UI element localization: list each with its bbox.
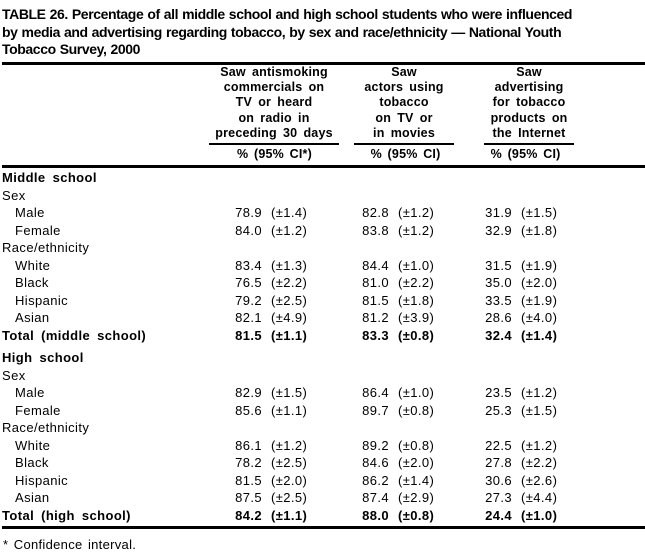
percent-value: 84.4 xyxy=(362,257,390,273)
percent-value: 79.2 xyxy=(235,292,262,308)
column-group-header xyxy=(342,65,469,167)
confidence-interval-value: (±1.1) xyxy=(262,505,342,527)
row-label: Black xyxy=(15,455,49,471)
header-line: on TV or xyxy=(375,110,433,125)
row-filler xyxy=(582,255,645,273)
table-row xyxy=(2,166,645,185)
table-row xyxy=(2,418,645,436)
header-line: on radio in xyxy=(238,110,310,125)
row-label: Female xyxy=(15,402,61,418)
table-row xyxy=(2,308,645,326)
confidence-interval-value: (±1.4) xyxy=(521,327,558,343)
row-filler xyxy=(582,505,645,527)
row-label: Middle school xyxy=(2,170,97,186)
table-row xyxy=(2,203,645,221)
percent-value: 84.0 xyxy=(235,222,262,238)
confidence-interval-value: (±1.2) xyxy=(271,437,308,453)
row-filler xyxy=(582,325,645,343)
confidence-interval-value: (±2.9) xyxy=(398,490,435,506)
row-label: Hispanic xyxy=(15,292,69,308)
percent-value: 24.4 xyxy=(469,505,512,527)
confidence-interval-value: (±1.2) xyxy=(398,205,435,221)
confidence-interval-value: (±2.5) xyxy=(271,455,308,471)
confidence-interval-value: (±4.9) xyxy=(271,310,308,326)
table-row xyxy=(2,238,645,256)
row-filler xyxy=(582,273,645,291)
confidence-interval-value: (±4.4) xyxy=(521,490,558,506)
confidence-interval-value: (±0.8) xyxy=(398,327,435,343)
percent-value: 82.8 xyxy=(362,205,390,221)
row-label: White xyxy=(15,437,51,453)
confidence-interval-value: (±1.1) xyxy=(271,327,308,343)
confidence-interval-value: (±2.0) xyxy=(521,275,558,291)
table-row xyxy=(2,435,645,453)
row-label: Male xyxy=(15,205,45,221)
table-row xyxy=(2,343,645,366)
table-row xyxy=(2,488,645,506)
confidence-interval-value: (±2.2) xyxy=(271,275,308,291)
column-header-text xyxy=(209,65,339,145)
header-line: the Internet xyxy=(492,126,566,141)
row-label: Female xyxy=(15,222,61,238)
percent-value: 89.7 xyxy=(362,402,390,418)
table-row xyxy=(2,470,645,488)
confidence-interval-value: (±1.8) xyxy=(521,222,558,238)
table-row xyxy=(2,505,645,527)
column-subheader: % (95% CI) xyxy=(490,146,561,161)
row-label: Race/ethnicity xyxy=(2,420,90,436)
row-label: Total (high school) xyxy=(2,505,207,527)
percent-value: 89.2 xyxy=(362,437,390,453)
table-row xyxy=(2,185,645,203)
percent-value: 32.9 xyxy=(485,222,513,238)
table-body xyxy=(2,166,645,527)
confidence-interval-value: (±1.5) xyxy=(271,385,308,401)
percent-value: 86.1 xyxy=(235,437,262,453)
row-label: Male xyxy=(15,385,45,401)
header-line: TV or heard xyxy=(235,95,313,110)
confidence-interval-value: (±0.8) xyxy=(389,505,469,527)
header-line: Saw xyxy=(516,64,542,79)
row-filler xyxy=(582,203,645,221)
percent-value: 86.2 xyxy=(362,472,390,488)
confidence-interval-value: (±1.2) xyxy=(521,437,558,453)
confidence-interval-value: (±1.4) xyxy=(271,205,308,221)
table-title-line: TABLE 26. Percentage of all middle school and high school students who were influenced xyxy=(2,6,573,22)
table-row xyxy=(2,273,645,291)
confidence-interval-value: (±1.2) xyxy=(271,222,308,238)
row-empty xyxy=(207,185,645,203)
table-row xyxy=(2,220,645,238)
row-empty xyxy=(207,166,645,185)
header-line: Saw xyxy=(391,64,417,79)
confidence-interval-value: (±2.5) xyxy=(271,292,308,308)
percent-value: 81.5 xyxy=(235,472,262,488)
row-empty xyxy=(207,343,645,366)
confidence-interval-value: (±1.2) xyxy=(521,385,558,401)
header-line: products on xyxy=(490,110,568,125)
row-filler xyxy=(582,453,645,471)
percent-value: 82.9 xyxy=(235,385,262,401)
percent-value: 83.4 xyxy=(235,257,262,273)
column-group-header xyxy=(469,65,582,167)
table-row xyxy=(2,453,645,471)
table-row xyxy=(2,400,645,418)
percent-value: 76.5 xyxy=(235,275,262,291)
confidence-interval-value: (±2.5) xyxy=(271,490,308,506)
table-row xyxy=(2,290,645,308)
table-row xyxy=(2,255,645,273)
percent-value: 30.6 xyxy=(485,472,513,488)
percent-value: 22.5 xyxy=(485,437,513,453)
table-title-line: Tobacco Survey, 2000 xyxy=(2,41,140,57)
percent-value: 82.1 xyxy=(235,310,262,326)
confidence-interval-value: (±1.8) xyxy=(398,292,435,308)
percent-value: 23.5 xyxy=(485,385,513,401)
row-filler xyxy=(582,435,645,453)
row-label: Asian xyxy=(15,490,50,506)
table-title-line: by media and advertising regarding tobacco, by sex and race/ethnicity — National Youth xyxy=(2,23,562,40)
confidence-interval-value: (±1.4) xyxy=(398,472,435,488)
percent-value: 87.4 xyxy=(362,490,390,506)
row-label: Total (middle school) xyxy=(2,327,147,343)
row-empty xyxy=(207,365,645,383)
confidence-interval-value: (±1.0) xyxy=(398,385,435,401)
percent-value: 84.6 xyxy=(362,455,390,471)
percent-value: 78.9 xyxy=(235,205,262,221)
header-line: preceding 30 days xyxy=(215,126,333,141)
confidence-interval-value: (±2.0) xyxy=(398,455,435,471)
percent-value: 78.2 xyxy=(235,455,262,471)
percent-value: 84.2 xyxy=(207,505,262,527)
percent-value: 27.8 xyxy=(485,455,513,471)
row-filler xyxy=(582,290,645,308)
percent-value: 83.3 xyxy=(362,327,390,343)
table-row xyxy=(2,365,645,383)
statistics-table xyxy=(2,65,645,529)
percent-value: 28.6 xyxy=(485,310,513,326)
percent-value: 81.0 xyxy=(362,275,390,291)
row-empty xyxy=(207,418,645,436)
column-header-text xyxy=(484,65,574,145)
header-line: in movies xyxy=(373,126,435,141)
table-row xyxy=(2,325,645,343)
header-filler xyxy=(582,65,645,167)
row-empty xyxy=(207,238,645,256)
footnote: * Confidence interval. xyxy=(3,536,137,552)
row-filler xyxy=(582,308,645,326)
row-label: Race/ethnicity xyxy=(2,240,90,256)
percent-value: 87.5 xyxy=(235,490,262,506)
table-row xyxy=(2,383,645,401)
percent-value: 35.0 xyxy=(485,275,513,291)
row-label: Black xyxy=(15,275,49,291)
header-line: advertising xyxy=(494,79,564,94)
percent-value: 31.9 xyxy=(485,205,513,221)
percent-value: 25.3 xyxy=(485,402,513,418)
header-row xyxy=(2,65,645,167)
confidence-interval-value: (±1.9) xyxy=(521,292,558,308)
row-label: Sex xyxy=(2,187,26,203)
confidence-interval-value: (±1.5) xyxy=(521,205,558,221)
confidence-interval-value: (±2.2) xyxy=(521,455,558,471)
row-label: Sex xyxy=(2,367,26,383)
row-label: Hispanic xyxy=(15,472,69,488)
row-label: White xyxy=(15,257,51,273)
column-subheader: % (95% CI) xyxy=(370,146,441,161)
percent-value: 86.4 xyxy=(362,385,390,401)
confidence-interval-value: (±2.2) xyxy=(398,275,435,291)
row-filler xyxy=(582,220,645,238)
row-filler xyxy=(582,400,645,418)
confidence-interval-value: (±1.9) xyxy=(521,257,558,273)
confidence-interval-value: (±4.0) xyxy=(521,310,558,326)
percent-value: 85.6 xyxy=(235,402,262,418)
header-line: actors using xyxy=(364,79,444,94)
table-title xyxy=(2,6,645,59)
row-filler xyxy=(582,383,645,401)
confidence-interval-value: (±1.3) xyxy=(271,257,308,273)
confidence-interval-value: (±0.8) xyxy=(398,437,435,453)
confidence-interval-value: (±2.0) xyxy=(271,472,308,488)
header-line: commercials on xyxy=(223,79,325,94)
confidence-interval-value: (±1.1) xyxy=(271,402,308,418)
percent-value: 33.5 xyxy=(485,292,513,308)
row-filler xyxy=(582,488,645,506)
percent-value: 81.5 xyxy=(362,292,390,308)
column-subheader: % (95% CI*) xyxy=(237,146,312,161)
confidence-interval-value: (±2.6) xyxy=(521,472,558,488)
header-label-spacer xyxy=(2,65,207,167)
row-filler xyxy=(582,470,645,488)
percent-value: 32.4 xyxy=(485,327,513,343)
confidence-interval-value: (±1.0) xyxy=(398,257,435,273)
table-header xyxy=(2,65,645,167)
header-line: for tobacco xyxy=(492,95,566,110)
percent-value: 81.2 xyxy=(362,310,390,326)
confidence-interval-value: (±0.8) xyxy=(398,402,435,418)
confidence-interval-value: (±1.2) xyxy=(398,222,435,238)
percent-value: 31.5 xyxy=(485,257,513,273)
column-group-header xyxy=(207,65,342,167)
header-line: Saw antismoking xyxy=(220,64,328,79)
percent-value: 83.8 xyxy=(362,222,390,238)
row-label: High school xyxy=(2,350,84,366)
percent-value: 81.5 xyxy=(235,327,262,343)
header-line: tobacco xyxy=(379,95,429,110)
confidence-interval-value: (±1.0) xyxy=(512,505,582,527)
confidence-interval-value: (±3.9) xyxy=(398,310,435,326)
column-header-text xyxy=(354,65,454,145)
percent-value: 27.3 xyxy=(485,490,513,506)
row-label: Asian xyxy=(15,310,50,326)
percent-value: 88.0 xyxy=(342,505,389,527)
confidence-interval-value: (±1.5) xyxy=(521,402,558,418)
